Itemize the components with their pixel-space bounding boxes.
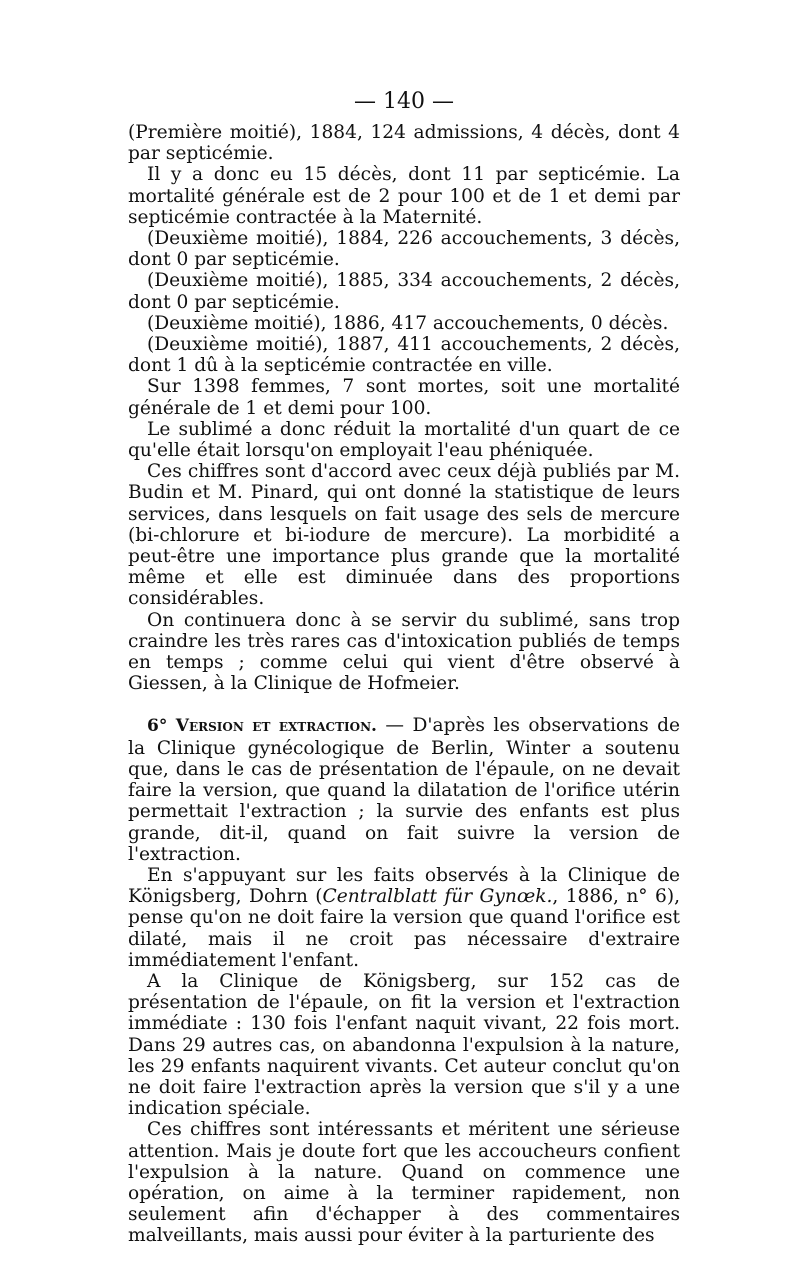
section-6-text: — D'après les observations de la Clinique gynécologique de Berlin, Winter a soutenu que, dans le cas de présentation de l'épaule, on ne devait faire la version, que quand la dilatation de l'orifice utérin permettait l'extraction ; la survie des enfants est plus grande, dit-il, quand on fait suivre la version de l'extraction. [128, 715, 680, 865]
paragraph-continue-sublime: On continuera donc à se servir du sublimé, sans trop craindre les très rares cas d'intoxication publiés de temps en temps ; comme celui qui vient d'être observé à Giessen, à la Clinique de Hofmeier. [128, 609, 680, 695]
paragraph-second-half-1884: (Deuxième moitié), 1884, 226 accouchements, 3 décès, dont 0 par septicémie. [128, 228, 680, 271]
section-6-opening-paragraph [128, 715, 680, 864]
paragraph-konigsberg-cases: A la Clinique de Königsberg, sur 152 cas de présentation de l'épaule, on fit la version et l'extraction immédiate : 130 fois l'enfant naquit vivant, 22 fois mort. Dans 29 autres cas, on abandonna l'expulsion à la nature, les 29 enfants naquirent vivants. Cet auteur conclut qu'on ne doit faire l'extraction après la version que s'il y a une indication spéciale. [128, 970, 680, 1120]
paragraph-mortality-summary: Il y a donc eu 15 décès, dont 11 par septicémie. La mortalité générale est de 2 pour 100 et de 1 et demi par septicémie contractée à la Maternité. [128, 164, 680, 228]
paragraph-dohrn [128, 865, 680, 971]
dohrn-text-start: En s'appuyant sur les faits observés à la Clinique de Königsberg, Dohrn ( [128, 864, 680, 908]
section-spacer [128, 694, 680, 715]
journal-title: Centralblatt für Gynœk. [322, 886, 553, 908]
paragraph-second-half-1887: (Deuxième moitié), 1887, 411 accouchements, 2 décès, dont 1 dû à la septicémie contractée en ville. [128, 334, 680, 377]
paragraph-total-women: Sur 1398 femmes, 7 sont mortes, soit une mortalité générale de 1 et demi pour 100. [128, 376, 680, 419]
document-page [128, 88, 680, 1247]
paragraph-second-half-1885: (Deuxième moitié), 1885, 334 accouchements, 2 décès, dont 0 par septicémie. [128, 270, 680, 313]
paragraph-first-half-1884: (Première moitié), 1884, 124 admissions, 4 décès, dont 4 par septicémie. [128, 122, 680, 165]
page-number: — 140 — [354, 89, 454, 114]
paragraph-budin-pinard: Ces chiffres sont d'accord avec ceux déjà publiés par M. Budin et M. Pinard, qui ont donné la statistique de leurs services, dans lesquels on fait usage des sels de mercure (bi-chlorure et bi-iodure de mercure). La morbidité a peut-être une importance plus grande que la mortalité même et elle est diminuée dans des proportions considérables. [128, 461, 680, 610]
dohrn-text-end: , 1886, n° 6), pense qu'on ne doit faire la version que quand l'orifice est dilaté, mais il ne croit pas nécessaire d'extraire immédiatement l'enfant. [128, 886, 680, 971]
paragraph-sublime-effect: Le sublimé a donc réduit la mortalité d'un quart de ce qu'elle était lorsqu'on employait l'eau phéniquée. [128, 418, 680, 462]
paragraph-second-half-1886: (Deuxième moitié), 1886, 417 accouchements, 0 décès. [147, 312, 669, 334]
section-heading: 6° Version et extraction. [147, 716, 377, 737]
paragraph-figures-interesting: Ces chiffres sont intéressants et méritent une sérieuse attention. Mais je doute fort que les accoucheurs confient l'expulsion à la nature. Quand on commence une opération, on aime à la terminer rapidement, non seulement afin d'échapper à des commentaires malveillants, mais aussi pour éviter à la parturiente des [128, 1119, 680, 1247]
